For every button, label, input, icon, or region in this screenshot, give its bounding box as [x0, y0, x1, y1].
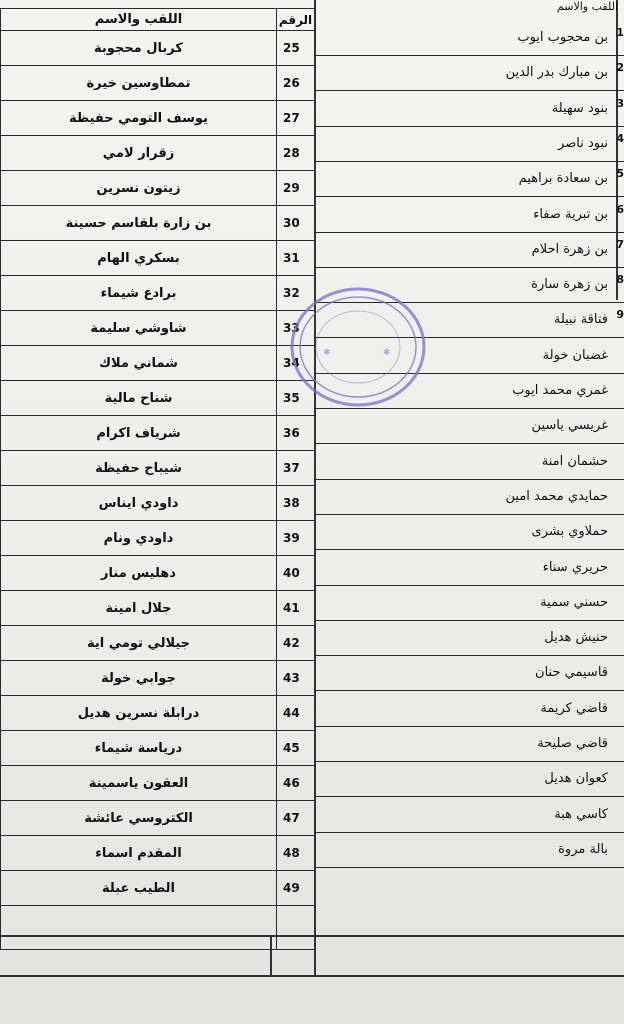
- student-name: جوابي خولة: [1, 661, 277, 696]
- student-number: 32: [277, 276, 315, 311]
- student-number: 49: [277, 871, 315, 906]
- student-name: بنود سهيلة: [551, 100, 608, 116]
- student-name: شيباح حفيظة: [1, 451, 277, 486]
- table-row: [1, 731, 315, 766]
- student-name: كاسي هبة: [554, 806, 608, 822]
- student-number: 44: [277, 696, 315, 731]
- student-number: 37: [277, 451, 315, 486]
- student-name: حنيش هديل: [544, 630, 608, 646]
- student-number: 41: [277, 591, 315, 626]
- list-item: [314, 234, 624, 268]
- student-name: شرياف اكرام: [1, 416, 277, 451]
- student-name: شماني ملاك: [1, 346, 277, 381]
- student-name: بن زارة بلقاسم حسينة: [1, 206, 277, 241]
- table-row: [1, 451, 315, 486]
- list-item: [314, 834, 624, 868]
- student-number: 9: [616, 308, 624, 322]
- list-item: [314, 481, 624, 515]
- table-row: [1, 206, 315, 241]
- student-name: قاسيمي حنان: [535, 665, 608, 681]
- table-row: [1, 801, 315, 836]
- student-name: الطيب عبلة: [1, 871, 277, 906]
- student-number: 8: [616, 273, 624, 287]
- list-item: [314, 446, 624, 480]
- student-name: تمطاوسين خيرة: [1, 66, 277, 101]
- student-name: العقون ياسمينة: [1, 766, 277, 801]
- list-item: [314, 728, 624, 762]
- list-item: [314, 410, 624, 444]
- student-name: المقدم اسماء: [1, 836, 277, 871]
- student-name: قاضي صليحة: [537, 736, 608, 751]
- student-name: دهليس منار: [1, 556, 277, 591]
- table-row: [1, 556, 315, 591]
- official-stamp: [287, 283, 429, 411]
- list-item: [314, 622, 624, 656]
- student-number: 35: [277, 381, 315, 416]
- student-number: 29: [277, 171, 315, 206]
- list-item: [314, 552, 624, 586]
- student-number: 28: [277, 136, 315, 171]
- student-number: 47: [277, 801, 315, 836]
- student-name: درياسة شيماء: [1, 731, 277, 766]
- empty-cell: [1, 906, 277, 950]
- table-row: [1, 171, 315, 206]
- student-name: زيتون نسرين: [1, 171, 277, 206]
- student-name: غضبان خولة: [542, 347, 608, 363]
- student-name: برادع شيماء: [1, 276, 277, 311]
- student-number: 7: [616, 237, 624, 251]
- list-item: [314, 128, 624, 162]
- list-item: [314, 22, 624, 56]
- table-row: [1, 416, 315, 451]
- student-number: 2: [616, 61, 624, 75]
- table-body: [1, 31, 315, 950]
- student-number: 25: [277, 31, 315, 66]
- student-number: 33: [277, 311, 315, 346]
- student-name: غمري محمد ايوب: [512, 383, 608, 398]
- table-row: [1, 766, 315, 801]
- student-name: الكتروسي عائشة: [1, 801, 277, 836]
- student-name: بن زهرة احلام: [531, 241, 608, 257]
- table-row: [1, 31, 315, 66]
- student-name: درابلة نسرين هديل: [1, 696, 277, 731]
- student-name: شاوشي سليمة: [1, 311, 277, 346]
- student-number: 39: [277, 521, 315, 556]
- student-number: 48: [277, 836, 315, 871]
- empty-cell: [277, 906, 315, 950]
- student-name: كعوان هديل: [544, 771, 608, 787]
- student-number: 4: [616, 131, 624, 145]
- student-name: كربال محجوبة: [1, 31, 277, 66]
- list-item: [314, 93, 624, 127]
- student-name: حشمان امنة: [541, 453, 608, 469]
- table-row: [1, 871, 315, 906]
- student-name: يوسف التومي حفيظة: [1, 101, 277, 136]
- student-name: فتاقة نبيلة: [553, 312, 608, 328]
- table-header-row: [1, 9, 315, 31]
- student-name: زقرار لامي: [1, 136, 277, 171]
- header-num: الرقم: [277, 9, 315, 31]
- table-row: [1, 661, 315, 696]
- student-number: 1: [616, 26, 624, 39]
- student-name: بن سعادة براهيم: [518, 171, 608, 187]
- table-row: [1, 276, 315, 311]
- student-number: 30: [277, 206, 315, 241]
- student-number: 36: [277, 416, 315, 451]
- student-name: بن زهرة سارة: [531, 277, 608, 293]
- table-row: [1, 136, 315, 171]
- student-number: 45: [277, 731, 315, 766]
- students-list-right: [314, 0, 624, 1024]
- student-number: 31: [277, 241, 315, 276]
- list-item: [314, 657, 624, 691]
- student-name: حسني سمية: [540, 594, 608, 610]
- student-name: حملاوي بشرى: [531, 524, 608, 540]
- empty-row: [1, 906, 315, 950]
- student-number: 38: [277, 486, 315, 521]
- student-number: 6: [616, 202, 624, 216]
- students-table-left: [0, 8, 315, 950]
- list-item: [314, 57, 624, 91]
- table-row: [1, 66, 315, 101]
- student-name: بسكري الهام: [1, 241, 277, 276]
- student-name: بن تبرية صفاء: [533, 206, 608, 222]
- table-row: [1, 346, 315, 381]
- list-item: [314, 163, 624, 197]
- student-name: شناح مالية: [1, 381, 277, 416]
- table-row: [1, 696, 315, 731]
- student-name: بالة مروة: [558, 841, 608, 857]
- student-number: 3: [616, 96, 624, 110]
- student-name: حمايدي محمد امين: [505, 488, 608, 504]
- student-number: 5: [616, 167, 624, 181]
- student-number: 46: [277, 766, 315, 801]
- list-item: [314, 763, 624, 797]
- svg-text:✱: ✱: [383, 348, 391, 358]
- list-item: [314, 199, 624, 233]
- table-row: [1, 311, 315, 346]
- student-number: 43: [277, 661, 315, 696]
- list-item: [314, 693, 624, 727]
- list-item: [314, 516, 624, 550]
- student-number: 42: [277, 626, 315, 661]
- student-name: قاضي كريمة: [540, 700, 608, 716]
- svg-text:✱: ✱: [323, 348, 331, 358]
- table-row: [1, 521, 315, 556]
- student-number: 34: [277, 346, 315, 381]
- student-name: بن محجوب ايوب: [517, 30, 608, 45]
- student-name: نبود ناصر: [558, 135, 608, 151]
- table-row: [1, 836, 315, 871]
- list-item: [314, 587, 624, 621]
- student-number: 40: [277, 556, 315, 591]
- right-header-name: اللقب والاسم: [556, 0, 618, 13]
- student-name: جيلالي تومي اية: [1, 626, 277, 661]
- table-row: [1, 486, 315, 521]
- student-name: داودي ونام: [1, 521, 277, 556]
- list-item: [314, 799, 624, 833]
- student-number: 26: [277, 66, 315, 101]
- student-name: حريري سناء: [542, 559, 608, 575]
- student-name: بن مبارك بدر الدين: [505, 65, 608, 81]
- student-number: 27: [277, 101, 315, 136]
- student-name: جلال امينة: [1, 591, 277, 626]
- header-name: اللقب والاسم: [1, 9, 277, 31]
- student-name: غريسي ياسين: [531, 418, 608, 434]
- table-row: [1, 241, 315, 276]
- student-name: داودي ايناس: [1, 486, 277, 521]
- table-row: [1, 101, 315, 136]
- table-row: [1, 591, 315, 626]
- table-row: [1, 626, 315, 661]
- table-row: [1, 381, 315, 416]
